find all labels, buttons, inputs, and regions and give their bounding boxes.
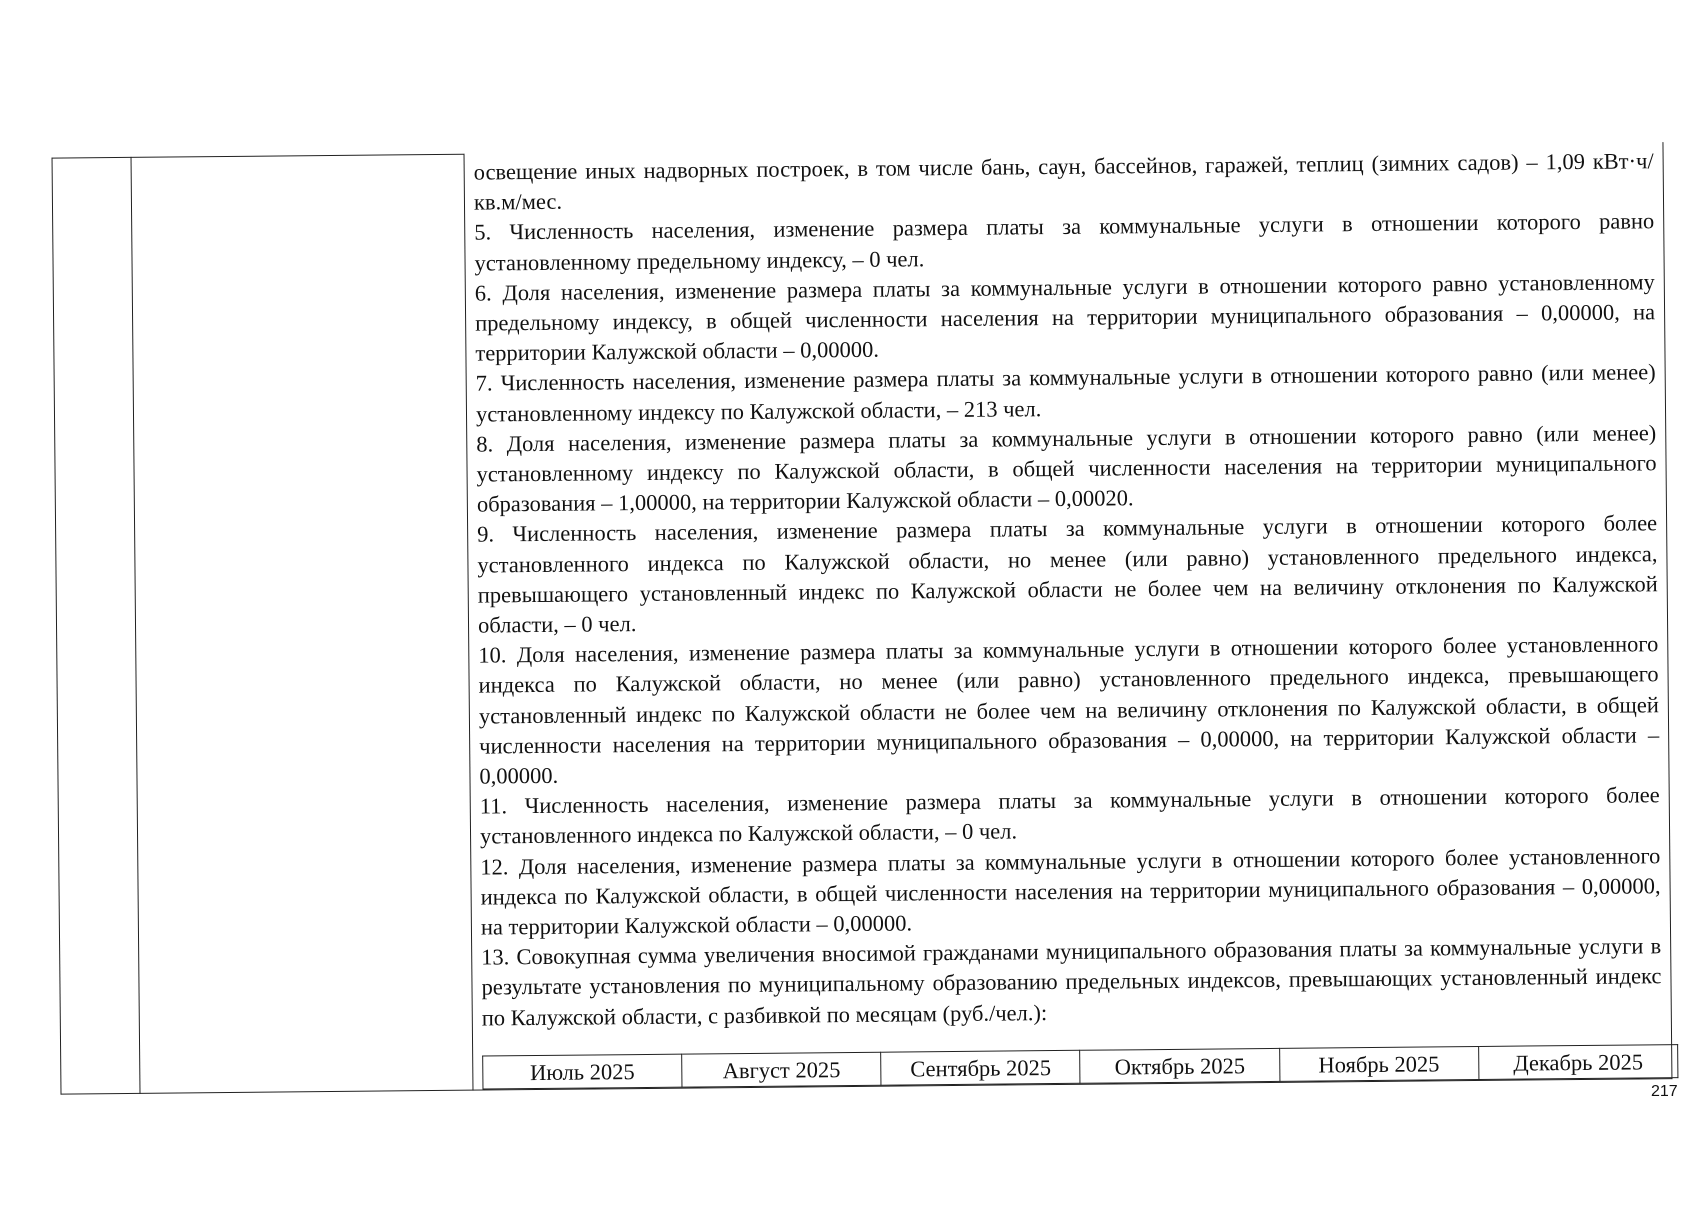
paragraph-item-6: 6. Доля населения, изменение размера платы за коммунальные услуги в отношении которого равно установленному предельному индексу, в общей численности населения на территории муниципального образования – 0,00000, на территории Калужской области – 0,00000. <box>474 269 1656 366</box>
cell-text-block <box>474 146 1662 1033</box>
paragraph-continuation: освещение иных надворных построек, в том числе бань, саун, бассейнов, гаражей, теплиц (зимних садов) – 1,09 кВт·ч/кв.м/мес. <box>473 148 1654 215</box>
month-cell: Декабрь 2025 <box>1478 1045 1678 1080</box>
paragraph-item-11: 11. Численность населения, изменение размера платы за коммунальные услуги в отношении которого более установленного индекса по Калужской области, – 0 чел. <box>479 782 1660 850</box>
page-number: 217 <box>1651 1083 1678 1100</box>
paragraph-item-13: 13. Совокупная сумма увеличения вносимой гражданами муниципального образования платы за коммунальные услуги в результате установления по муниципальному образованию предельных индексов, превышающих установленный индекс по Калужской области, с разбивкой по месяцам (руб./чел.): <box>481 933 1662 1031</box>
month-cell: Сентябрь 2025 <box>881 1050 1080 1085</box>
paragraph-item-10: 10. Доля населения, изменение размера платы за коммунальные услуги в отношении которого более установленного индекса по Калужской области, но менее (или равно) установленного предельного индекса, превышающего установленный индекс по Калужской области не более чем на величину отклонения по Калужской области, в общей численности населения на территории муниципального образования – 0,00000, на территории Калужской области – 0,00000. <box>478 631 1660 789</box>
paragraph-item-7: 7. Численность населения, изменение размера платы за коммунальные услуги в отношении которого равно (или менее) установленному индексу по Калужской области, – 213 чел. <box>475 359 1656 427</box>
paragraph-item-9: 9. Численность населения, изменение размера платы за коммунальные услуги в отношении которого более установленного индекса по Калужской области, но менее (или равно) установленного предельного индекса, превышающего установленный индекс по Калужской области не более чем на величину отклонения по Калужской области, – 0 чел. <box>477 510 1658 638</box>
paragraph-item-8: 8. Доля населения, изменение размера платы за коммунальные услуги в отношении которого равно (или менее) установленному индексу по Калужской области, в общей численности населения на территории муниципального образования – 1,00000, на территории Калужской области – 0,00020. <box>476 420 1657 517</box>
month-cell: Август 2025 <box>682 1052 881 1087</box>
paragraph-item-12: 12. Доля населения, изменение размера платы за коммунальные услуги в отношении которого более установленного индекса по Калужской области, в общей численности населения на территории муниципального образования – 0,00000, на территории Калужской области – 0,00000. <box>480 842 1661 940</box>
month-cell: Октябрь 2025 <box>1080 1048 1279 1083</box>
month-cell: Июль 2025 <box>483 1054 682 1089</box>
month-cell: Ноябрь 2025 <box>1279 1046 1478 1081</box>
paragraph-item-5: 5. Численность населения, изменение размера платы за коммунальные услуги в отношении которого равно установленному предельному индексу, – 0 чел. <box>474 208 1655 276</box>
